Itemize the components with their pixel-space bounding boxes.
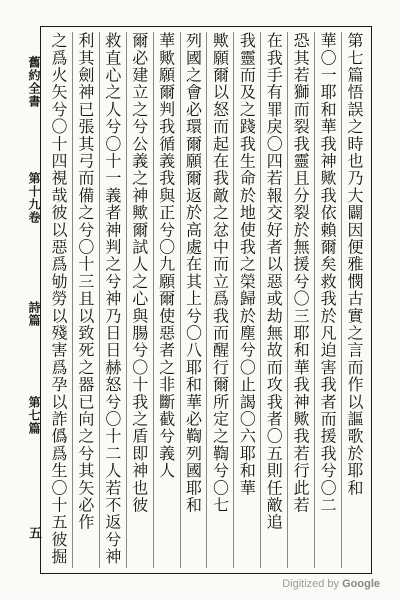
text-column: 恐其若獅而裂我靈且分裂於無援兮〇三耶和華我神歟我若行此若 — [287, 32, 312, 568]
page-number: 五 — [26, 526, 41, 540]
digitization-watermark — [260, 578, 380, 596]
chapter-label: 第七篇 — [27, 396, 41, 435]
text-column: 利其劍神已張其弓而備之兮〇十三且以致死之器已向之兮其矢必作 — [72, 32, 97, 568]
volume-label: 第十九卷 — [27, 172, 41, 224]
running-head — [14, 56, 42, 540]
text-column: 第七篇悟誤之時也乃大闢因便雅憫古實之言而作以謳歌於耶和 — [341, 32, 366, 568]
text-column: 在我手有罪戾〇四若報交好者以惡或劫無故而攻我者〇五則任敵追 — [260, 32, 285, 568]
text-column: 爾必建立之兮公義之神歟爾試人之心與腸兮〇十我之盾即神也彼 — [126, 32, 151, 568]
text-column: 歟願爾以怒而起在我敵之忿中而立爲我而醒行爾所定之鞫兮〇七 — [206, 32, 231, 568]
book-title: 舊約全書 — [27, 56, 41, 108]
text-column: 之爲火矢兮〇十四視哉彼以惡爲劬勞以殘害爲孕以詐僞爲生〇十五彼掘 — [49, 32, 68, 566]
text-column: 救直心之人兮〇十一義者神判之兮神乃日日赫怒兮〇十二人若不返兮神 — [99, 32, 124, 568]
text-column: 我靈而及之踐我生命於地使我之榮歸於塵兮〇止謁〇六耶和華 — [233, 32, 258, 568]
watermark-prefix: Digitized by — [282, 578, 340, 590]
watermark-brand: Google — [342, 578, 380, 590]
text-column: 華〇一耶和華我神歟我依賴爾矣救我於凡迫害我者而援我兮〇二 — [314, 32, 339, 568]
text-columns — [46, 32, 366, 568]
section-label: 詩篇 — [27, 301, 41, 327]
text-column: 列國之會必環爾願爾返於高處在其上兮〇八耶和華必鞫列國耶和 — [180, 32, 205, 568]
text-column: 華歟願爾判我循義我與正兮〇九願爾使惡者之非斷截兮義人 — [153, 32, 178, 568]
